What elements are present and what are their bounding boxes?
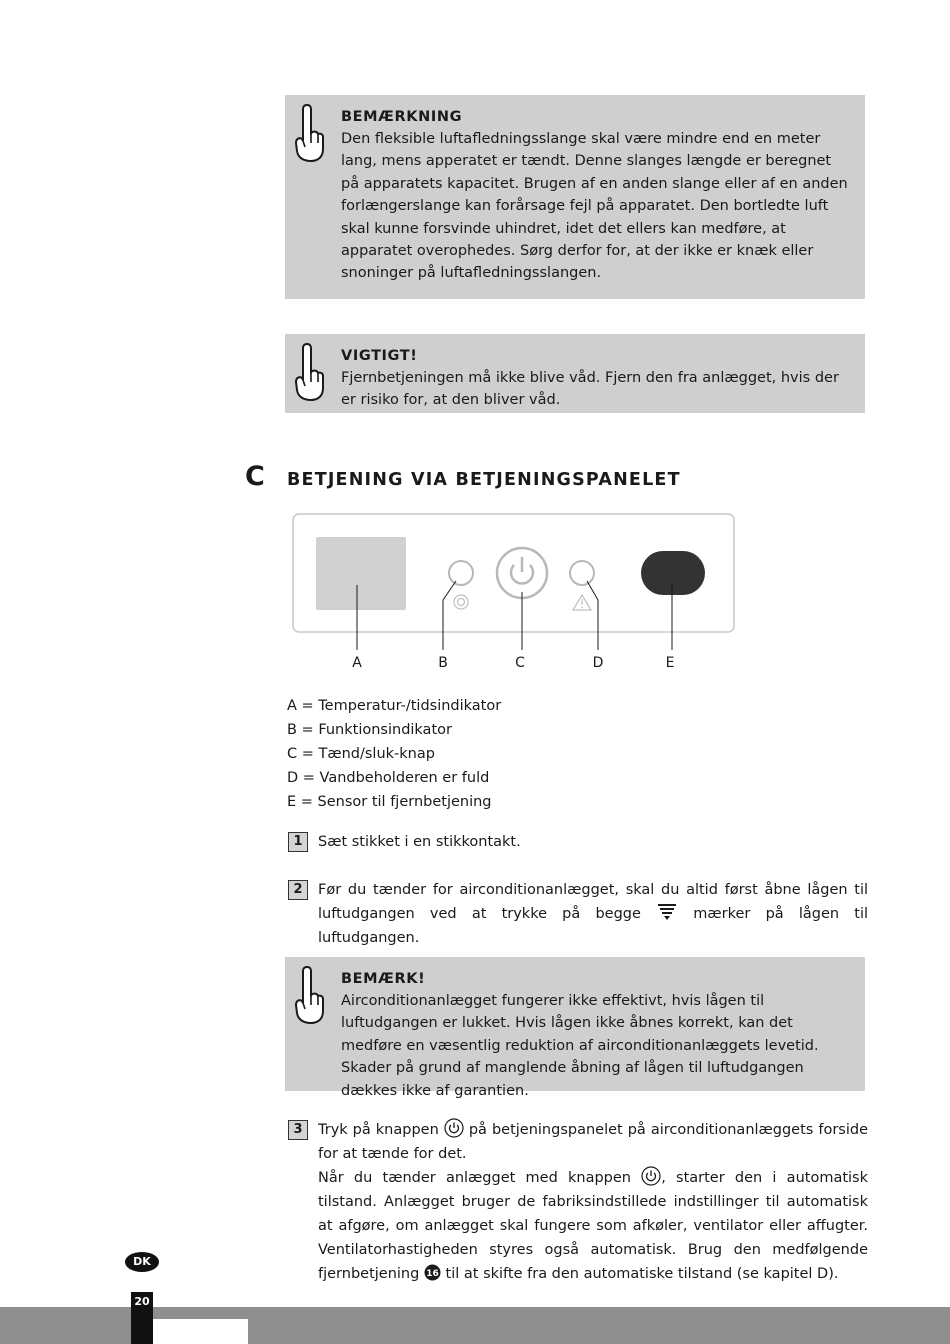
legend-item: B = Funktionsindikator <box>287 722 452 738</box>
step-1 <box>288 830 868 854</box>
step-text: Før du tænder for airconditionanlægget, skal du altid først åbne lågen til luftudgangen ved at trykke på begge mærker på lågen til luftudgangen. <box>318 882 868 946</box>
note-bemaerk <box>285 957 865 1099</box>
section-letter: C <box>245 461 265 492</box>
step-text: Sæt stikket i en stikkontakt. <box>318 834 521 850</box>
legend-item: C = Tænd/sluk-knap <box>287 746 435 762</box>
step-2 <box>288 878 868 950</box>
pointing-hand-icon <box>293 965 325 1027</box>
step-3 <box>288 1118 868 1286</box>
vent-open-icon <box>656 902 678 922</box>
panel-label-b: B <box>438 655 448 671</box>
note-text: Fjernbetjeningen må ikke blive våd. Fjern den fra anlægget, hvis der er risiko for, at den bliver våd. <box>341 370 839 409</box>
step-number: 1 <box>288 832 308 852</box>
legend-item: D = Vandbeholderen er fuld <box>287 770 490 786</box>
step-number: 3 <box>288 1120 308 1140</box>
reference-number-badge <box>424 1264 441 1281</box>
step-number: 2 <box>288 880 308 900</box>
note-text: Den fleksible luftafledningsslange skal være mindre end en meter lang, mens apperatet er tændt. Denne slanges længde er beregnet på apparatets kapacitet. Brugen af en anden slange eller af en anden forlængerslange kan forårsage fejl på apparatet. Den bortledte luft skal kunne forsvinde uhindret, idet det ellers kan medføre, at apparatet overophedes. Sørg derfor for, at der ikke er knæk eller snoninger på luftafledningsslangen. <box>341 131 848 282</box>
language-badge: DK <box>125 1252 159 1272</box>
note-text: Airconditionanlægget fungerer ikke effektivt, hvis lågen til luftudgangen er lukket. Hvis lågen ikke åbnes korrekt, kan det medføre en væsentlig reduktion af airconditionanlæggets levetid. Skader på grund af manglende åbning af lågen til luftudgangen dækkes ikke af garantien. <box>341 993 819 1099</box>
display-window <box>316 537 406 610</box>
pointing-hand-icon <box>293 342 325 404</box>
svg-text:16: 16 <box>426 1268 439 1279</box>
power-icon <box>641 1166 661 1186</box>
legend-item: E = Sensor til fjernbetjening <box>287 794 492 810</box>
legend-item: A = Temperatur-/tidsindikator <box>287 698 502 714</box>
note-vigtigt <box>285 334 865 413</box>
panel-label-d: D <box>592 655 604 671</box>
power-icon <box>444 1118 464 1138</box>
panel-label-a: A <box>352 655 362 671</box>
control-panel-diagram <box>290 510 740 675</box>
remote-sensor <box>641 551 705 595</box>
step-text: Tryk på knappen på betjeningspanelet på airconditionanlæggets forside for at tænde for det. Når du tænder anlægget med knappen , starter den i automatisk tilstand. Anlægget bruger de fabriksindstillede indstillinger til automatisk at afgøre, om anlægget skal fungere som afkøler, ventilator eller affugter. Ventilatorhastigheden styres også automatisk. Brug den medfølgende fjernbetjening 16 til at skifte fra den automatiske tilstand (se kapitel D). <box>318 1118 868 1286</box>
section-title: BETJENING VIA BETJENINGSPANELET <box>287 470 681 490</box>
panel-legend <box>287 694 501 814</box>
panel-label-e: E <box>665 655 675 671</box>
note-title: BEMÆRKNING <box>341 109 463 125</box>
footer-white-strip <box>153 1319 248 1344</box>
pointing-hand-icon <box>293 103 325 165</box>
note-title: BEMÆRK! <box>341 971 426 987</box>
note-title: VIGTIGT! <box>341 348 418 364</box>
panel-label-c: C <box>515 655 525 671</box>
page-number: 20 <box>134 1295 150 1308</box>
note-bemaerkning <box>285 95 865 299</box>
